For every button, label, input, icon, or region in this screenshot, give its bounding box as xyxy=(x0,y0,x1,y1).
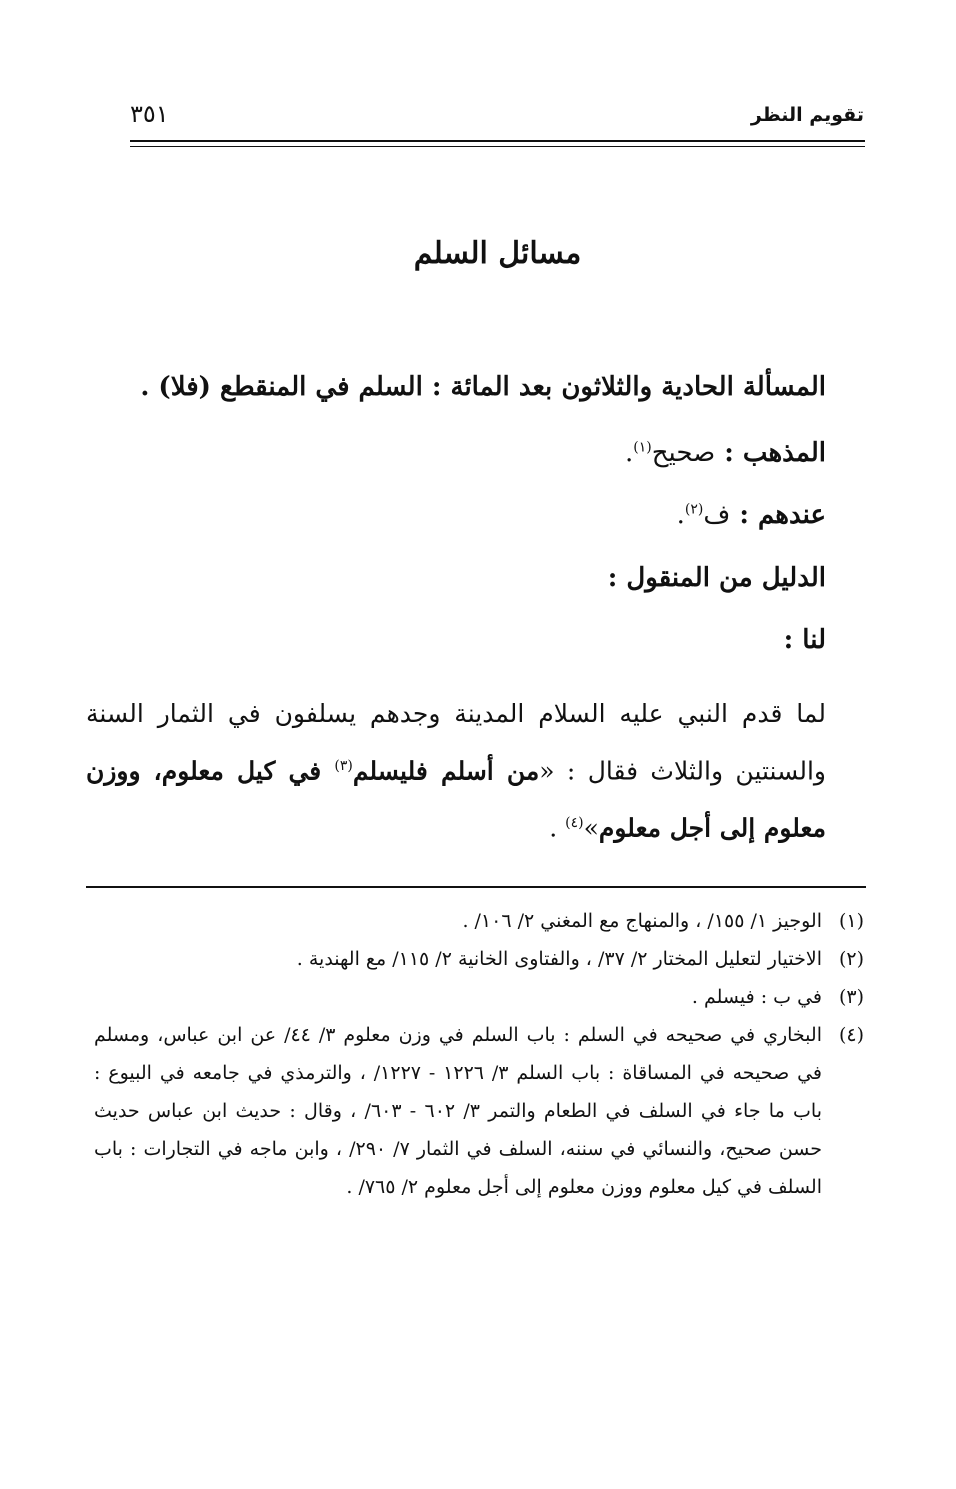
footnote-ref-1: (١) xyxy=(633,439,652,456)
footnote-rule xyxy=(86,886,866,888)
footnote-number: (٤) xyxy=(838,1024,864,1046)
close-quote: » xyxy=(583,813,599,843)
footnote-item xyxy=(94,940,864,978)
lana-heading: لنا : xyxy=(783,625,826,655)
footnote-ref-3: (٣) xyxy=(334,758,353,774)
chapter-title: مسائل السلم xyxy=(413,236,582,271)
footnote-ref-4: (٤) xyxy=(565,815,584,832)
footnote-text: البخاري في صحيحه في السلم : باب السلم في وزن معلوم ٣/ ٤٤/ عن ابن عباس، ومسلم في صحيحه في المساقاة : باب السلم ٣/ ١٢٢٦ - ١٢٢٧/ ، والترمذي في جامعه في البيوع : باب ما جاء في السلف في الطعام والتمر ٣/ ٦٠٢ - ٦٠٣/ ، وقال : حديث ابن عباس حديث حسن صحيح، والنسائي في سننه، السلف في الثمار ٧/ ٢٩٠/ ، وابن ماجه في التجارات : باب السلف في كيل معلوم ووزن معلوم إلى أجل معلوم ٢/ ٧٦٥/ . xyxy=(94,1024,822,1198)
header-rule-thin xyxy=(130,146,865,147)
running-title: تقويم النظر xyxy=(750,104,864,126)
footnotes-list xyxy=(94,902,864,1206)
footnote-item xyxy=(94,978,864,1016)
indahum-end: . xyxy=(676,500,685,530)
footnote-text: في ب : فيسلم . xyxy=(691,986,822,1008)
issue-title: المسألة الحادية والثلاثون بعد المائة : السلم في المنقطع (فلا) . xyxy=(140,372,826,402)
hadith-end: . xyxy=(549,813,566,843)
footnote-ref-2: (٢) xyxy=(684,501,704,518)
madhhab-end: . xyxy=(624,438,634,468)
madhhab-label: المذهب : xyxy=(724,438,826,468)
hadith-quote-part1: من أسلم فليسلم xyxy=(352,756,540,786)
evidence-heading: الدليل من المنقول : xyxy=(607,563,826,593)
madhhab-value: صحيح xyxy=(651,438,716,468)
hadith-intro: لما قدم النبي عليه السلام المدينة وجدهم يسلفون في الثمار السنة والسنتين والثلاث فقال : « xyxy=(86,699,827,786)
header-rule xyxy=(130,140,865,142)
footnote-number: (١) xyxy=(838,910,864,932)
footnote-text: الوجيز ١/ ١٥٥/ ، والمنهاج مع المغني ٢/ ١٠٦/ . xyxy=(462,910,822,932)
indahum-line xyxy=(677,500,826,530)
hadith-paragraph xyxy=(86,688,826,855)
footnote-number: (٣) xyxy=(838,986,864,1008)
footnote-number: (٢) xyxy=(838,948,864,970)
footnote-item xyxy=(94,902,864,940)
indahum-value: ف xyxy=(703,500,731,530)
footnote-item xyxy=(94,1016,864,1206)
madhhab-line xyxy=(625,438,826,468)
page-number: ٣٥١ xyxy=(130,100,169,128)
footnote-text: الاختيار لتعليل المختار ٢/ ٣٧/ ، والفتاوى الخانية ٢/ ١١٥/ مع الهندية . xyxy=(296,948,822,970)
indahum-label: عندهم : xyxy=(739,500,826,530)
hadith-quote-part2: في كيل معلوم، ووزن معلوم إلى أجل معلوم xyxy=(86,756,826,843)
